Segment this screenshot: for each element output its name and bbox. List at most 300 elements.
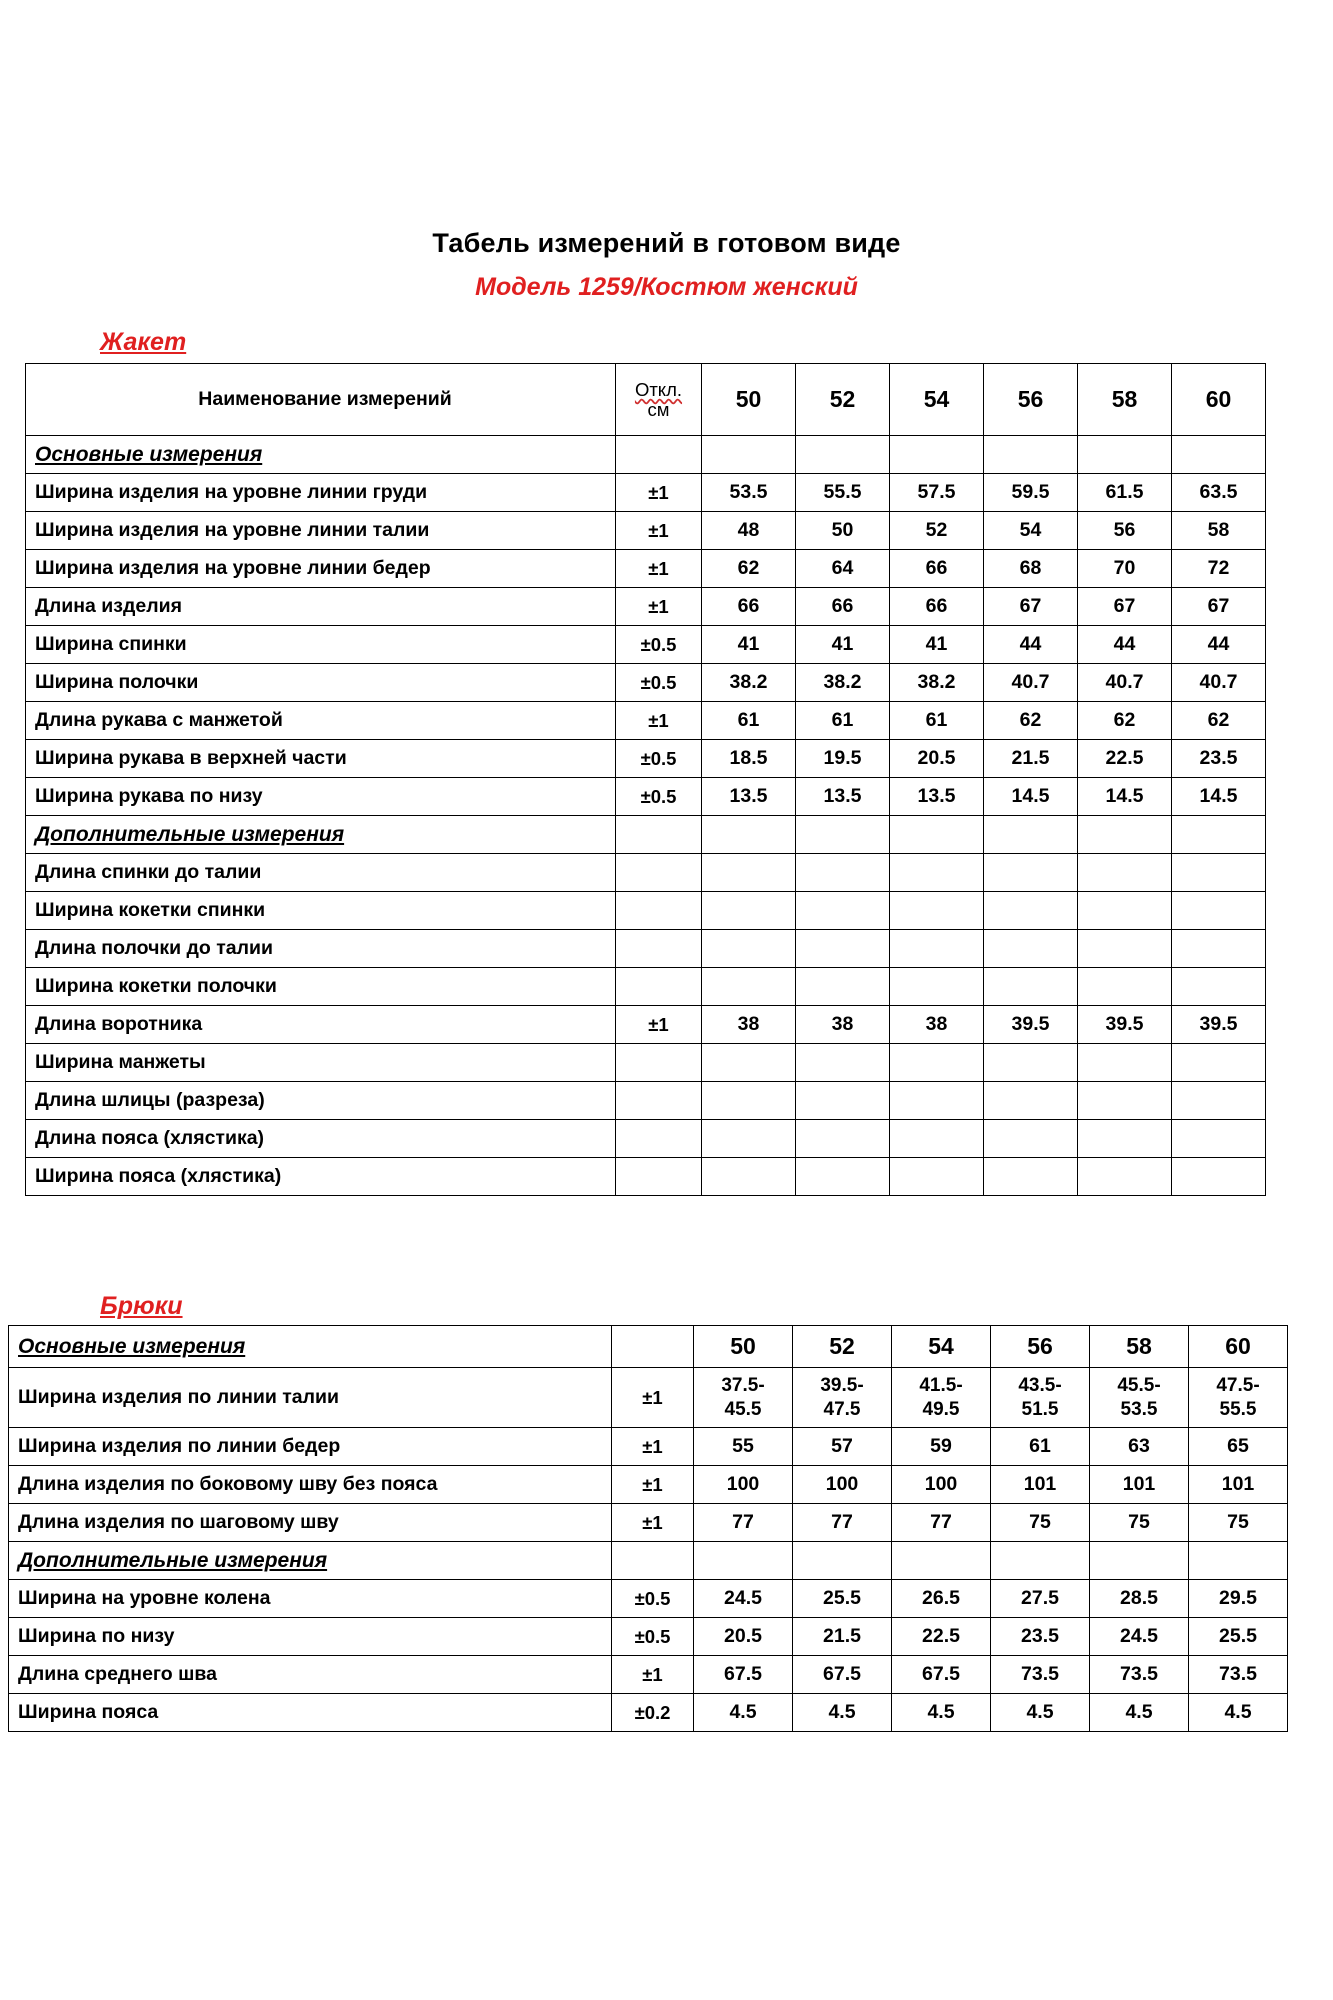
group-row-main-measurements-val-5	[1172, 436, 1266, 474]
table-row	[9, 1368, 1288, 1428]
pants-group-main-measurements-text: Основные измерения	[18, 1334, 246, 1358]
measurement-name: Длина воротника	[26, 1006, 616, 1044]
measurement-value-size-50: 48	[702, 512, 796, 550]
measurement-name: Ширина на уровне колена	[9, 1580, 612, 1618]
measurement-value-size-56	[984, 854, 1078, 892]
measurement-value-size-54: 22.5	[892, 1618, 991, 1656]
range-max: 53.5	[1120, 1398, 1158, 1420]
group-row-main-measurements-val-1	[796, 436, 890, 474]
measurement-deviation	[616, 1044, 702, 1082]
measurement-value-size-52: 13.5	[796, 778, 890, 816]
measurement-value-size-56	[984, 968, 1078, 1006]
measurement-value-size-50	[702, 1044, 796, 1082]
measurement-value-size-54: 38.2	[890, 664, 984, 702]
measurement-value-size-54	[890, 968, 984, 1006]
measurement-name: Ширина спинки	[26, 626, 616, 664]
measurement-value-size-52: 55.5	[796, 474, 890, 512]
measurement-deviation: ±1	[612, 1428, 694, 1466]
pants-group-row-additional-measurements-text: Дополнительные измерения	[18, 1548, 328, 1572]
measurement-value-size-58: 61.5	[1078, 474, 1172, 512]
measurement-value-size-54: 41	[890, 626, 984, 664]
measurement-name: Ширина кокетки спинки	[26, 892, 616, 930]
pants-group-row-additional-measurements-val-2	[892, 1542, 991, 1580]
measurement-value-size-54: 67.5	[892, 1656, 991, 1694]
measurement-value-size-52	[796, 1082, 890, 1120]
measurement-value-size-56: 73.5	[991, 1656, 1090, 1694]
measurement-deviation	[616, 892, 702, 930]
measurement-value-size-58: 28.5	[1090, 1580, 1189, 1618]
table-row	[26, 550, 1266, 588]
table-row	[9, 1504, 1288, 1542]
column-header-size-54: 54	[890, 364, 984, 436]
measurement-value-size-60	[1172, 1158, 1266, 1196]
measurement-value-size-56: 61	[991, 1428, 1090, 1466]
group-row-main-measurements-text: Основные измерения	[35, 442, 263, 466]
measurement-value-size-56	[984, 930, 1078, 968]
pants-column-header-size-50: 50	[694, 1326, 793, 1368]
pants-column-header-size-52: 52	[793, 1326, 892, 1368]
pants-group-row-additional-measurements-dev	[612, 1542, 694, 1580]
measurement-name: Ширина изделия на уровне линии талии	[26, 512, 616, 550]
measurement-value-size-50: 20.5	[694, 1618, 793, 1656]
table-row	[26, 968, 1266, 1006]
measurement-value-size-52: 25.5	[793, 1580, 892, 1618]
measurement-value-size-56	[991, 1368, 1090, 1428]
measurement-value-size-58: 75	[1090, 1504, 1189, 1542]
group-row-main-measurements-val-2	[890, 436, 984, 474]
measurement-value-size-50	[702, 930, 796, 968]
measurement-value-size-58: 56	[1078, 512, 1172, 550]
measurement-value-size-52	[793, 1368, 892, 1428]
measurement-value-size-54	[890, 1120, 984, 1158]
measurement-value-size-56	[984, 1158, 1078, 1196]
measurement-value-size-56: 39.5	[984, 1006, 1078, 1044]
measurement-value-size-52	[796, 892, 890, 930]
measurement-deviation: ±0.5	[616, 778, 702, 816]
measurement-value-size-60	[1172, 1044, 1266, 1082]
measurement-deviation: ±1	[612, 1504, 694, 1542]
table-row	[26, 1044, 1266, 1082]
measurement-value-size-56: 44	[984, 626, 1078, 664]
measurement-deviation: ±0.5	[616, 664, 702, 702]
measurement-name: Длина пояса (хлястика)	[26, 1120, 616, 1158]
measurement-value-size-60	[1189, 1368, 1288, 1428]
measurement-value-size-60: 25.5	[1189, 1618, 1288, 1656]
table-row	[9, 1694, 1288, 1732]
measurement-value-size-60: 40.7	[1172, 664, 1266, 702]
measurement-value-size-58: 22.5	[1078, 740, 1172, 778]
measurement-value-size-60: 29.5	[1189, 1580, 1288, 1618]
page-title: Табель измерений в готовом виде	[432, 228, 901, 258]
range-min: 43.5-	[1018, 1374, 1062, 1396]
group-row-main-measurements-val-4	[1078, 436, 1172, 474]
group-row-additional-measurements-val-2	[890, 816, 984, 854]
column-header-size-60: 60	[1172, 364, 1266, 436]
table-row	[9, 1618, 1288, 1656]
measurement-value-size-54: 4.5	[892, 1694, 991, 1732]
measurement-value-size-54: 66	[890, 550, 984, 588]
measurement-value-size-50: 24.5	[694, 1580, 793, 1618]
group-row-additional-measurements-dev	[616, 816, 702, 854]
measurement-value-size-58: 101	[1090, 1466, 1189, 1504]
measurement-value-size-50: 67.5	[694, 1656, 793, 1694]
measurement-value-size-60: 58	[1172, 512, 1266, 550]
measurement-value-size-54: 38	[890, 1006, 984, 1044]
measurement-value-size-56: 68	[984, 550, 1078, 588]
measurement-value-size-52	[796, 968, 890, 1006]
pants-group-row-additional-measurements-label	[9, 1542, 612, 1580]
measurement-value-size-58: 70	[1078, 550, 1172, 588]
measurement-deviation: ±0.5	[616, 740, 702, 778]
measurement-name: Ширина кокетки полочки	[26, 968, 616, 1006]
measurement-value-size-56: 27.5	[991, 1580, 1090, 1618]
pants-group-main-measurements-label	[9, 1326, 612, 1368]
measurement-value-size-60: 4.5	[1189, 1694, 1288, 1732]
measurement-value-size-60: 65	[1189, 1428, 1288, 1466]
pants-column-header-size-54: 54	[892, 1326, 991, 1368]
measurement-value-size-52	[796, 1158, 890, 1196]
pants-group-row-additional-measurements-val-1	[793, 1542, 892, 1580]
group-row-main-measurements-val-3	[984, 436, 1078, 474]
measurement-name: Длина изделия	[26, 588, 616, 626]
table-row	[26, 702, 1266, 740]
measurement-value-size-56	[984, 1120, 1078, 1158]
measurement-value-size-56: 21.5	[984, 740, 1078, 778]
measurement-value-size-56: 40.7	[984, 664, 1078, 702]
measurement-value-size-60: 67	[1172, 588, 1266, 626]
measurement-value-size-54: 52	[890, 512, 984, 550]
measurement-value-size-60	[1172, 1082, 1266, 1120]
measurement-value-size-50: 62	[702, 550, 796, 588]
measurement-value-size-54: 77	[892, 1504, 991, 1542]
pants-table-header-row	[9, 1326, 1288, 1368]
measurement-value-size-52: 4.5	[793, 1694, 892, 1732]
measurement-name: Ширина изделия на уровне линии бедер	[26, 550, 616, 588]
measurement-name: Длина изделия по боковому шву без пояса	[9, 1466, 612, 1504]
measurement-value-size-54: 20.5	[890, 740, 984, 778]
table-row	[26, 512, 1266, 550]
measurement-value-size-52	[796, 1044, 890, 1082]
measurement-value-size-60: 62	[1172, 702, 1266, 740]
range-max: 45.5	[724, 1398, 762, 1420]
measurement-deviation: ±0.5	[612, 1618, 694, 1656]
measurement-value-size-58: 39.5	[1078, 1006, 1172, 1044]
measurement-value-size-58	[1078, 892, 1172, 930]
measurement-value-size-50	[702, 1120, 796, 1158]
measurement-name: Ширина изделия по линии бедер	[9, 1428, 612, 1466]
measurement-value-size-60: 72	[1172, 550, 1266, 588]
measurement-deviation	[616, 1082, 702, 1120]
range-max: 55.5	[1219, 1398, 1257, 1420]
measurement-value-size-58	[1078, 1082, 1172, 1120]
measurement-value-size-60	[1172, 930, 1266, 968]
table-row	[26, 1082, 1266, 1120]
column-header-size-50: 50	[702, 364, 796, 436]
column-header-size-58: 58	[1078, 364, 1172, 436]
measurement-value-size-50: 77	[694, 1504, 793, 1542]
measurement-value-size-52: 66	[796, 588, 890, 626]
measurement-name: Длина среднего шва	[9, 1656, 612, 1694]
measurement-name: Ширина пояса	[9, 1694, 612, 1732]
measurement-value-size-60: 73.5	[1189, 1656, 1288, 1694]
measurement-value-size-58: 24.5	[1090, 1618, 1189, 1656]
table-row	[9, 1428, 1288, 1466]
measurement-name: Длина рукава с манжетой	[26, 702, 616, 740]
measurement-value-size-60	[1172, 968, 1266, 1006]
group-row-additional-measurements-val-5	[1172, 816, 1266, 854]
measurement-name: Ширина пояса (хлястика)	[26, 1158, 616, 1196]
measurement-value-size-50	[702, 854, 796, 892]
measurement-deviation	[616, 1120, 702, 1158]
measurement-value-size-56: 14.5	[984, 778, 1078, 816]
measurement-value-size-52: 38.2	[796, 664, 890, 702]
measurement-value-size-54: 26.5	[892, 1580, 991, 1618]
group-row-main-measurements-label	[26, 436, 616, 474]
measurement-value-size-56	[984, 892, 1078, 930]
group-row-additional-measurements-val-0	[702, 816, 796, 854]
measurement-name: Длина полочки до талии	[26, 930, 616, 968]
page-subtitle: Модель 1259/Костюм женский	[475, 273, 858, 301]
measurement-value-size-56: 67	[984, 588, 1078, 626]
measurement-value-size-60: 23.5	[1172, 740, 1266, 778]
measurement-deviation	[616, 1158, 702, 1196]
measurement-value-size-60	[1172, 854, 1266, 892]
measurement-value-size-50	[702, 968, 796, 1006]
measurement-value-size-54: 100	[892, 1466, 991, 1504]
group-row-additional-measurements-label	[26, 816, 616, 854]
measurement-value-size-60: 63.5	[1172, 474, 1266, 512]
measurement-name: Длина изделия по шаговому шву	[9, 1504, 612, 1542]
measurement-value-size-56: 101	[991, 1466, 1090, 1504]
measurement-deviation: ±1	[612, 1368, 694, 1428]
group-row-additional-measurements	[26, 816, 1266, 854]
table-row	[26, 778, 1266, 816]
table-row	[26, 1006, 1266, 1044]
column-header-deviation: Откл. см	[616, 364, 702, 436]
measurement-value-size-58	[1078, 1044, 1172, 1082]
measurement-value-size-58: 14.5	[1078, 778, 1172, 816]
measurement-value-size-56	[984, 1044, 1078, 1082]
measurement-deviation	[616, 968, 702, 1006]
measurement-value-size-50: 55	[694, 1428, 793, 1466]
pants-group-row-additional-measurements-val-0	[694, 1542, 793, 1580]
measurement-deviation	[616, 854, 702, 892]
measurement-value-size-54: 13.5	[890, 778, 984, 816]
measurement-value-size-50	[694, 1368, 793, 1428]
measurement-value-size-52: 77	[793, 1504, 892, 1542]
measurement-name: Ширина манжеты	[26, 1044, 616, 1082]
measurement-deviation: ±1	[616, 474, 702, 512]
measurement-value-size-52: 61	[796, 702, 890, 740]
pants-group-row-additional-measurements-val-5	[1189, 1542, 1288, 1580]
measurement-value-size-60	[1172, 892, 1266, 930]
measurement-value-size-52: 19.5	[796, 740, 890, 778]
pants-column-header-size-60: 60	[1189, 1326, 1288, 1368]
measurement-name: Длина шлицы (разреза)	[26, 1082, 616, 1120]
measurement-value-size-58	[1078, 968, 1172, 1006]
measurement-value-size-50	[702, 1158, 796, 1196]
pants-column-header-deviation	[612, 1326, 694, 1368]
measurement-value-size-54	[890, 1158, 984, 1196]
measurement-value-size-52: 41	[796, 626, 890, 664]
measurement-value-size-50: 61	[702, 702, 796, 740]
range-min: 45.5-	[1117, 1374, 1161, 1396]
range-min: 37.5-	[721, 1374, 765, 1396]
measurement-value-size-56: 23.5	[991, 1618, 1090, 1656]
jacket-measurements-table	[25, 363, 1266, 1196]
measurement-value-size-50: 100	[694, 1466, 793, 1504]
table-row	[26, 854, 1266, 892]
measurement-name: Ширина изделия на уровне линии груди	[26, 474, 616, 512]
measurement-value-size-58: 4.5	[1090, 1694, 1189, 1732]
measurement-value-size-54: 59	[892, 1428, 991, 1466]
group-row-additional-measurements-val-3	[984, 816, 1078, 854]
measurement-value-size-60	[1172, 1120, 1266, 1158]
measurement-deviation: ±0.2	[612, 1694, 694, 1732]
measurement-name: Ширина изделия по линии талии	[9, 1368, 612, 1428]
table-row	[26, 588, 1266, 626]
measurement-value-size-58	[1078, 1120, 1172, 1158]
measurement-value-size-54: 57.5	[890, 474, 984, 512]
table-row	[9, 1580, 1288, 1618]
range-min: 47.5-	[1216, 1374, 1260, 1396]
table-row	[9, 1466, 1288, 1504]
measurement-value-size-58: 63	[1090, 1428, 1189, 1466]
pants-column-header-size-56: 56	[991, 1326, 1090, 1368]
measurement-value-size-60: 75	[1189, 1504, 1288, 1542]
measurement-name: Ширина рукава по низу	[26, 778, 616, 816]
measurement-value-size-52	[796, 930, 890, 968]
column-header-size-52: 52	[796, 364, 890, 436]
measurement-value-size-52: 100	[793, 1466, 892, 1504]
measurement-value-size-50: 66	[702, 588, 796, 626]
range-max: 49.5	[922, 1398, 960, 1420]
measurement-value-size-58: 62	[1078, 702, 1172, 740]
measurement-value-size-52: 50	[796, 512, 890, 550]
section-label-jacket: Жакет	[100, 328, 187, 356]
table-row	[26, 1158, 1266, 1196]
measurement-value-size-52: 21.5	[793, 1618, 892, 1656]
measurement-name: Ширина рукава в верхней части	[26, 740, 616, 778]
measurement-value-size-52	[796, 1120, 890, 1158]
measurement-value-size-58	[1078, 854, 1172, 892]
measurement-value-size-58	[1078, 1158, 1172, 1196]
measurement-value-size-56: 62	[984, 702, 1078, 740]
table-row	[26, 664, 1266, 702]
column-header-measurement-name: Наименование измерений	[26, 364, 616, 436]
measurement-value-size-54	[890, 892, 984, 930]
measurement-value-size-54: 66	[890, 588, 984, 626]
measurement-deviation	[616, 930, 702, 968]
group-row-additional-measurements-val-1	[796, 816, 890, 854]
measurement-name: Ширина по низу	[9, 1618, 612, 1656]
range-min: 41.5-	[919, 1374, 963, 1396]
measurement-value-size-54	[890, 854, 984, 892]
measurement-value-size-60: 14.5	[1172, 778, 1266, 816]
table-row	[26, 1120, 1266, 1158]
measurement-deviation: ±1	[612, 1466, 694, 1504]
section-label-pants: Брюки	[100, 1292, 183, 1320]
measurement-value-size-50	[702, 1082, 796, 1120]
measurement-name: Ширина полочки	[26, 664, 616, 702]
measurement-deviation: ±1	[616, 702, 702, 740]
table-row	[26, 626, 1266, 664]
measurement-deviation: ±0.5	[616, 626, 702, 664]
pants-group-row-additional-measurements-val-3	[991, 1542, 1090, 1580]
measurement-deviation: ±1	[616, 1006, 702, 1044]
measurement-value-size-58	[1078, 930, 1172, 968]
pants-group-row-additional-measurements-val-4	[1090, 1542, 1189, 1580]
measurement-value-size-50: 18.5	[702, 740, 796, 778]
measurement-deviation: ±0.5	[612, 1580, 694, 1618]
column-header-size-56: 56	[984, 364, 1078, 436]
measurement-value-size-50: 38.2	[702, 664, 796, 702]
measurement-value-size-52: 64	[796, 550, 890, 588]
measurement-value-size-56: 4.5	[991, 1694, 1090, 1732]
measurement-value-size-58: 44	[1078, 626, 1172, 664]
measurement-value-size-56: 54	[984, 512, 1078, 550]
measurement-name: Длина спинки до талии	[26, 854, 616, 892]
pants-group-row-additional-measurements	[9, 1542, 1288, 1580]
measurement-value-size-56	[984, 1082, 1078, 1120]
pants-measurements-table	[8, 1325, 1288, 1732]
group-row-additional-measurements-text: Дополнительные измерения	[35, 822, 345, 846]
measurement-value-size-54	[890, 1044, 984, 1082]
measurement-deviation: ±1	[616, 550, 702, 588]
table-row	[26, 474, 1266, 512]
measurement-value-size-58	[1090, 1368, 1189, 1428]
measurement-value-size-52: 67.5	[793, 1656, 892, 1694]
measurement-value-size-54	[890, 1082, 984, 1120]
measurement-value-size-50: 4.5	[694, 1694, 793, 1732]
measurement-deviation: ±1	[612, 1656, 694, 1694]
measurement-value-size-50: 41	[702, 626, 796, 664]
group-row-main-measurements-val-0	[702, 436, 796, 474]
measurement-value-size-50: 53.5	[702, 474, 796, 512]
range-max: 51.5	[1021, 1398, 1059, 1420]
measurement-value-size-56: 59.5	[984, 474, 1078, 512]
measurement-value-size-54	[892, 1368, 991, 1428]
measurement-value-size-60: 44	[1172, 626, 1266, 664]
measurement-value-size-58: 40.7	[1078, 664, 1172, 702]
measurement-value-size-58: 67	[1078, 588, 1172, 626]
table-row	[26, 930, 1266, 968]
measurement-value-size-52: 38	[796, 1006, 890, 1044]
jacket-table-header-row	[26, 364, 1266, 436]
range-min: 39.5-	[820, 1374, 864, 1396]
range-max: 47.5	[823, 1398, 861, 1420]
measurement-value-size-60: 39.5	[1172, 1006, 1266, 1044]
measurement-value-size-58: 73.5	[1090, 1656, 1189, 1694]
pants-column-header-size-58: 58	[1090, 1326, 1189, 1368]
table-row	[9, 1656, 1288, 1694]
measurement-value-size-54: 61	[890, 702, 984, 740]
measurement-value-size-50: 38	[702, 1006, 796, 1044]
measurement-value-size-52: 57	[793, 1428, 892, 1466]
measurement-value-size-54	[890, 930, 984, 968]
measurement-value-size-50: 13.5	[702, 778, 796, 816]
measurement-value-size-50	[702, 892, 796, 930]
measurement-value-size-52	[796, 854, 890, 892]
measurement-value-size-56: 75	[991, 1504, 1090, 1542]
group-row-main-measurements	[26, 436, 1266, 474]
table-row	[26, 892, 1266, 930]
measurement-value-size-60: 101	[1189, 1466, 1288, 1504]
measurement-deviation: ±1	[616, 512, 702, 550]
group-row-additional-measurements-val-4	[1078, 816, 1172, 854]
table-row	[26, 740, 1266, 778]
group-row-main-measurements-dev	[616, 436, 702, 474]
